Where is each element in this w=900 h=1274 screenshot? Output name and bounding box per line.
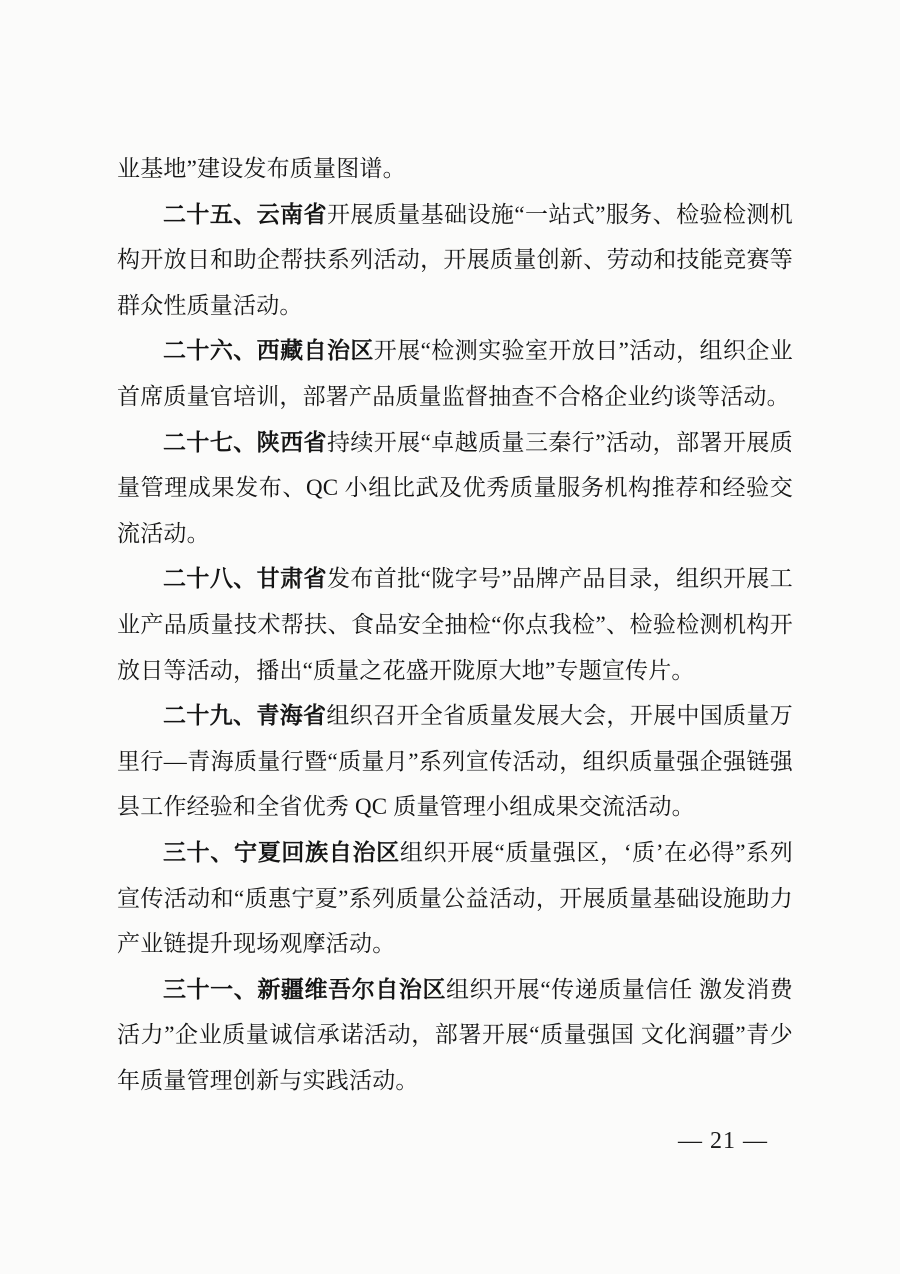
paragraph: [117, 967, 793, 1104]
paragraph: [117, 146, 793, 192]
paragraph-lead: 二十七、陕西省: [163, 429, 327, 455]
paragraph-text: 发布首批“陇字号”品牌产品目录，组织开展工业产品质量技术帮扶、食品安全抽检“你点我检”、检验检测机构开放日等活动，播出“质量之花盛开陇原大地”专题宣传片。: [117, 566, 793, 683]
paragraph-lead: 二十五、云南省: [163, 201, 327, 227]
paragraph-text: 组织开展“传递质量信任 激发消费活力”企业质量诚信承诺活动，部署开展“质量强国 文化润疆”青少年质量管理创新与实践活动。: [117, 976, 793, 1093]
paragraph-text: 组织召开全省质量发展大会，开展中国质量万里行—青海质量行暨“质量月”系列宣传活动，组织质量强企强链强县工作经验和全省优秀 QC 质量管理小组成果交流活动。: [117, 703, 794, 820]
paragraph: [117, 328, 793, 419]
paragraph-text: 持续开展“卓越质量三秦行”活动，部署开展质量管理成果发布、QC 小组比武及优秀质量服务机构推荐和经验交流活动。: [117, 429, 793, 546]
paragraph-text: 开展“检测实验室开放日”活动，组织企业首席质量官培训，部署产品质量监督抽查不合格企业约谈等活动。: [117, 338, 793, 409]
paragraph: [117, 192, 793, 329]
paragraph-lead: 二十九、青海省: [163, 703, 327, 729]
page-number: — 21 —: [678, 1128, 768, 1154]
paragraph-text: 组织开展“质量强区，‘质’在必得”系列宣传活动和“质惠宁夏”系列质量公益活动，开展质量基础设施助力产业链提升现场观摩活动。: [117, 839, 793, 957]
paragraph-lead: 三十一、新疆维吾尔自治区: [163, 976, 447, 1002]
paragraph-text: 开展质量基础设施“一站式”服务、检验检测机构开放日和助企帮扶系列活动，开展质量创新、劳动和技能竞赛等群众性质量活动。: [117, 201, 793, 318]
document-body: [117, 146, 793, 1103]
paragraph: [117, 556, 793, 693]
paragraph-lead: 二十六、西藏自治区: [163, 338, 374, 364]
paragraph: [117, 420, 793, 557]
paragraph: [117, 830, 793, 967]
paragraph-lead: 三十、宁夏回族自治区: [163, 839, 400, 865]
paragraph-lead: 二十八、甘肃省: [163, 566, 327, 592]
paragraph: [117, 693, 793, 830]
paragraph-text: 业基地”建设发布质量图谱。: [117, 156, 406, 181]
